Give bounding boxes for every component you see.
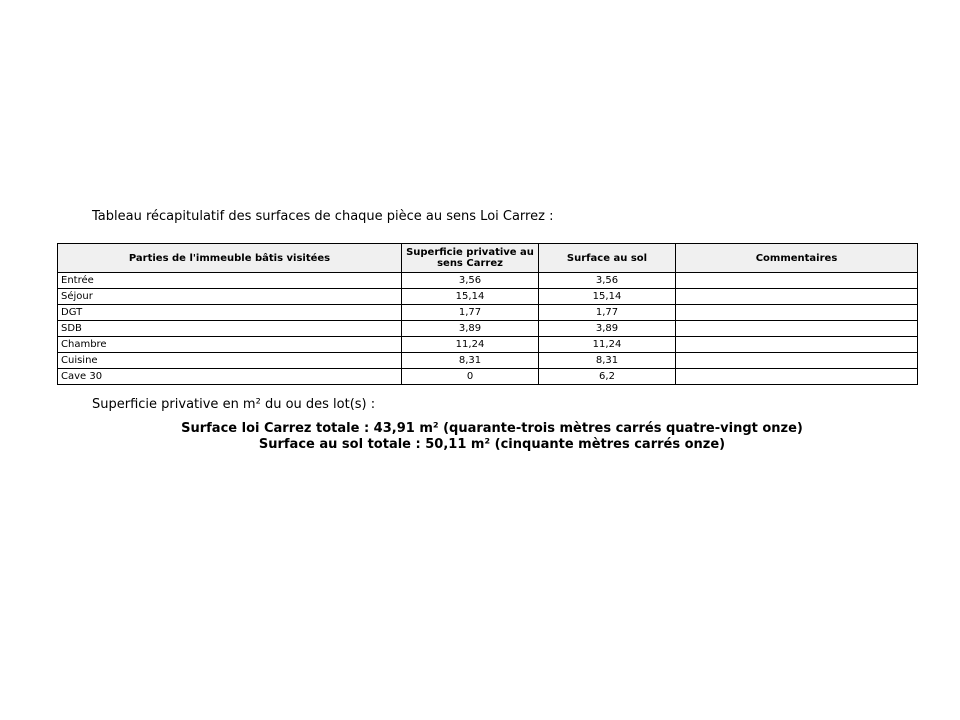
cell-room: Cuisine xyxy=(58,353,402,369)
cell-room: SDB xyxy=(58,321,402,337)
totals-block xyxy=(0,421,960,453)
cell-comment xyxy=(676,321,918,337)
cell-sol: 1,77 xyxy=(539,305,676,321)
cell-room: Chambre xyxy=(58,337,402,353)
table-intro-text: Tableau récapitulatif des surfaces de chaque pièce au sens Loi Carrez : xyxy=(92,209,554,224)
cell-comment xyxy=(676,337,918,353)
cell-comment xyxy=(676,289,918,305)
cell-room: DGT xyxy=(58,305,402,321)
cell-carrez: 15,14 xyxy=(402,289,539,305)
table-row xyxy=(58,273,918,289)
table-row xyxy=(58,289,918,305)
cell-room: Cave 30 xyxy=(58,369,402,385)
table-row xyxy=(58,369,918,385)
header-comments: Commentaires xyxy=(676,244,918,273)
cell-sol: 3,56 xyxy=(539,273,676,289)
cell-comment xyxy=(676,353,918,369)
cell-carrez: 0 xyxy=(402,369,539,385)
header-surface-sol: Surface au sol xyxy=(539,244,676,273)
cell-comment xyxy=(676,305,918,321)
cell-carrez: 8,31 xyxy=(402,353,539,369)
cell-sol: 6,2 xyxy=(539,369,676,385)
lot-surface-label: Superficie privative en m² du ou des lot(s) : xyxy=(92,397,376,412)
cell-comment xyxy=(676,369,918,385)
cell-room: Entrée xyxy=(58,273,402,289)
cell-comment xyxy=(676,273,918,289)
table-row xyxy=(58,353,918,369)
cell-sol: 8,31 xyxy=(539,353,676,369)
cell-sol: 3,89 xyxy=(539,321,676,337)
cell-carrez: 1,77 xyxy=(402,305,539,321)
total-carrez: Surface loi Carrez totale : 43,91 m² (quarante-trois mètres carrés quatre-vingt onze) xyxy=(181,421,803,436)
total-surface-sol: Surface au sol totale : 50,11 m² (cinquante mètres carrés onze) xyxy=(258,437,726,452)
cell-carrez: 3,56 xyxy=(402,273,539,289)
cell-carrez: 11,24 xyxy=(402,337,539,353)
table-header-row xyxy=(58,244,918,273)
cell-room: Séjour xyxy=(58,289,402,305)
cell-sol: 11,24 xyxy=(539,337,676,353)
cell-carrez: 3,89 xyxy=(402,321,539,337)
table-row xyxy=(58,305,918,321)
surfaces-table xyxy=(57,243,918,385)
table-row xyxy=(58,321,918,337)
cell-sol: 15,14 xyxy=(539,289,676,305)
header-room: Parties de l'immeuble bâtis visitées xyxy=(58,244,402,273)
table-row xyxy=(58,337,918,353)
header-carrez: Superficie privative au sens Carrez xyxy=(402,244,539,273)
